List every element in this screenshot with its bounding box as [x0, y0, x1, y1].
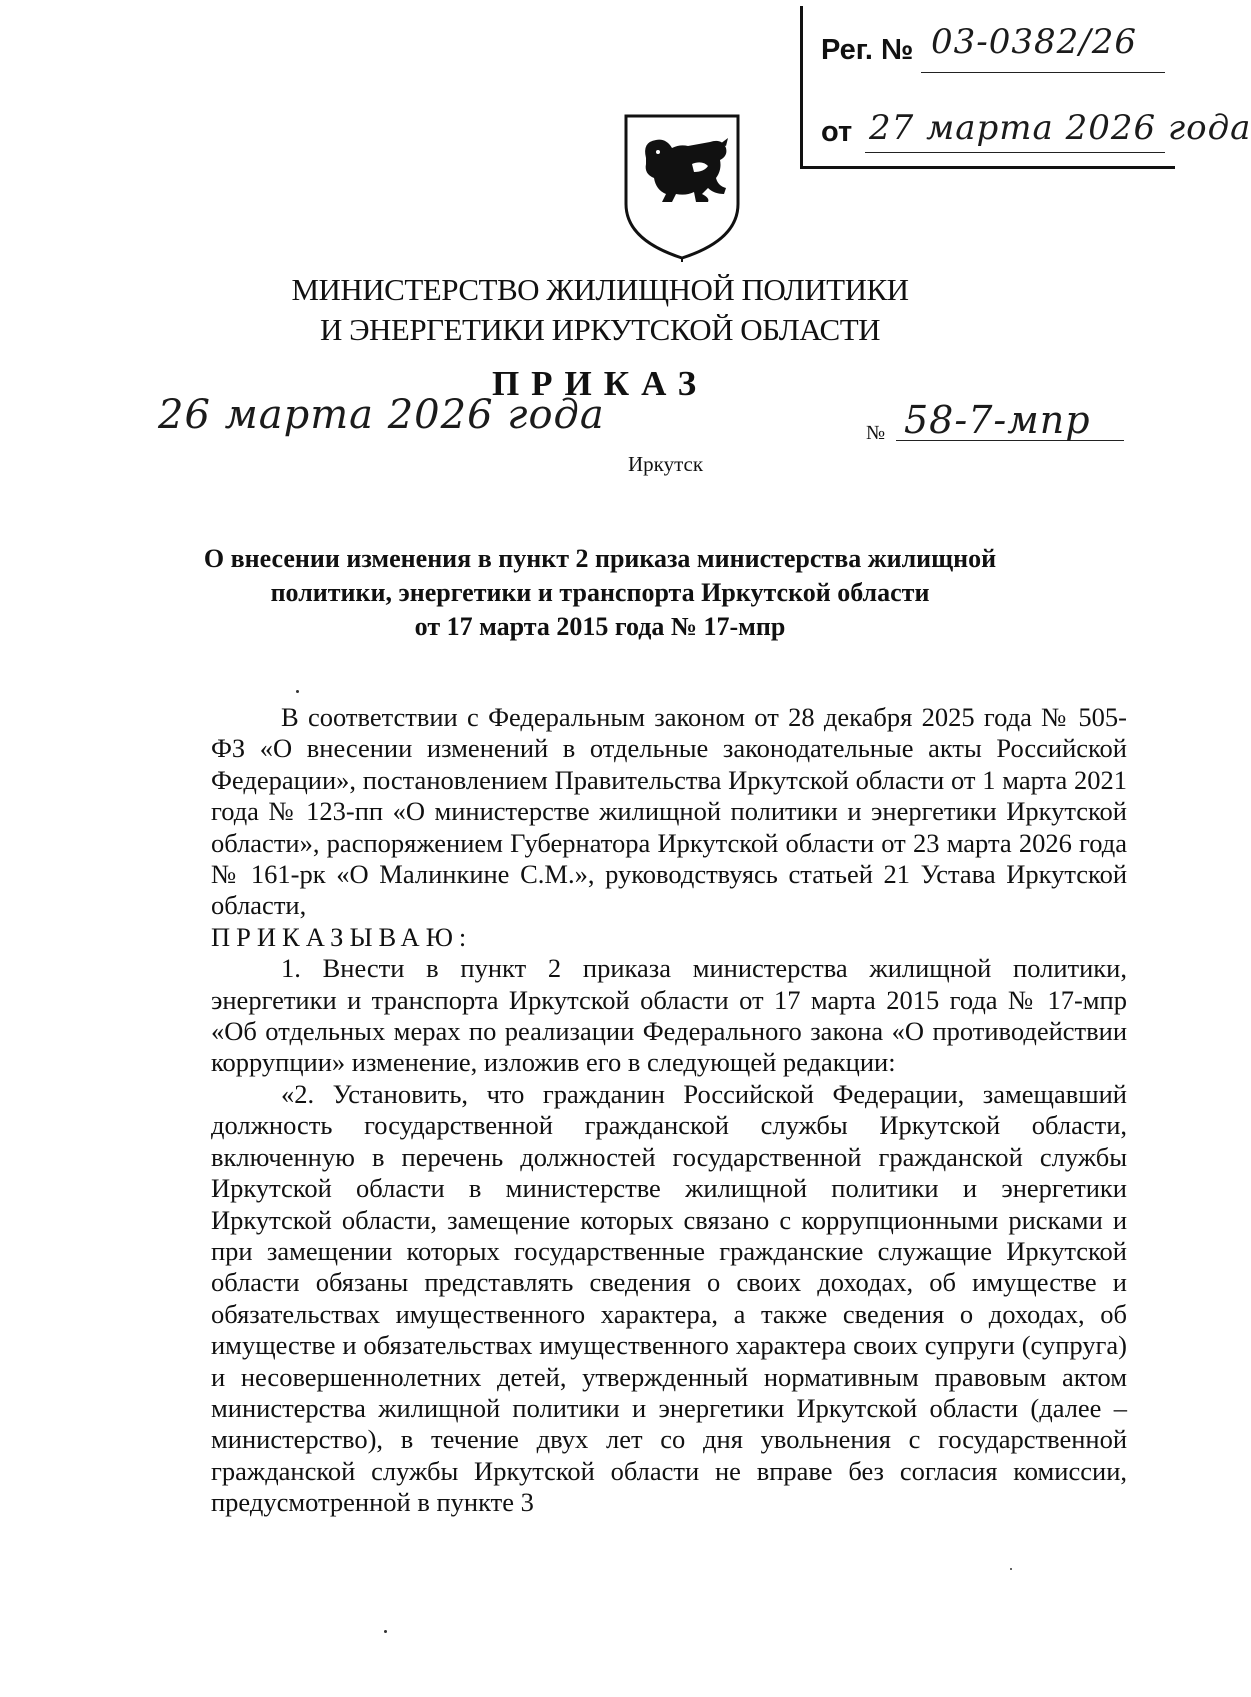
- reg-date-handwritten: 27 марта 2026 года: [869, 108, 1251, 148]
- reg-date-label: от: [821, 116, 853, 148]
- order-number-label: №: [866, 422, 886, 444]
- body-paragraph-1: В соответствии с Федеральным законом от 28 декабря 2025 года № 505-ФЗ «О внесении изменений в отдельные законодательные акты Российской Федерации», постановлением Правительства Иркутской области от 1 марта 2021 года № 123-пп «О министерстве жилищной политики и энергетики Иркутской области», распоряжением Губернатора Иркутской области от 23 марта 2026 года № 161-рк «О Малинкине С.М.», руководствуясь статьей 21 Устава Иркутской области,: [211, 702, 1127, 921]
- command-word: ПРИКАЗЫВАЮ:: [211, 921, 473, 952]
- heading-line1: О внесении изменения в пункт 2 приказа министерства жилищной: [203, 544, 997, 573]
- heading-line2: политики, энергетики и транспорта Иркутской области: [270, 578, 930, 607]
- document-heading: [0, 542, 1200, 644]
- order-date-handwritten: 26 марта 2026 года: [158, 392, 605, 438]
- document-body: [211, 702, 1127, 1519]
- body-paragraph-3: «2. Установить, что гражданин Российской Федерации, замещавший должность государственной гражданской службы Иркутской области, включенную в перечень должностей государственной гражданской службы Иркутской области в министерстве жилищной политики и энергетики Иркутской области, замещение которых связано с коррупционными рисками и при замещении которых государственные гражданские служащие Иркутской области обязаны представлять сведения о своих доходах, об имуществе и обязательствах имущественного характера, а также сведения о доходах, об имуществе и обязательствах имущественного характера своих супруги (супруга) и несовершеннолетних детей, утвержденный нормативным правовым актом министерства жилищной политики и энергетики Иркутской области (далее – министерство), в течение двух лет со дня увольнения с государственной гражданской службы Иркутской области не вправе без согласия комиссии, предусмотренной в пункте 3: [211, 1078, 1127, 1518]
- heading-line3: от 17 марта 2015 года № 17-мпр: [414, 612, 786, 641]
- reg-number-handwritten: 03-0382/26: [931, 22, 1137, 62]
- ministry-name-line2: И ЭНЕРГЕТИКИ ИРКУТСКОЙ ОБЛАСТИ: [319, 312, 881, 347]
- city-name: Иркутск: [628, 452, 704, 476]
- reg-number-label: Рег. №: [821, 34, 914, 66]
- ministry-name-line1: МИНИСТЕРСТВО ЖИЛИЩНОЙ ПОЛИТИКИ: [291, 272, 909, 307]
- irkutsk-coat-of-arms-icon: [622, 112, 742, 262]
- body-paragraph-2: 1. Внести в пункт 2 приказа министерства жилищной политики, энергетики и транспорта Иркутской области от 17 марта 2015 года № 17-мпр «Об отдельных мерах по реализации Федерального закона «О противодействии коррупции» изменение, изложив его в следующей редакции:: [211, 953, 1127, 1078]
- order-number-handwritten: 58-7-мпр: [904, 398, 1091, 442]
- registration-stamp: [800, 14, 1251, 169]
- order-title: ПРИКАЗ: [491, 364, 709, 403]
